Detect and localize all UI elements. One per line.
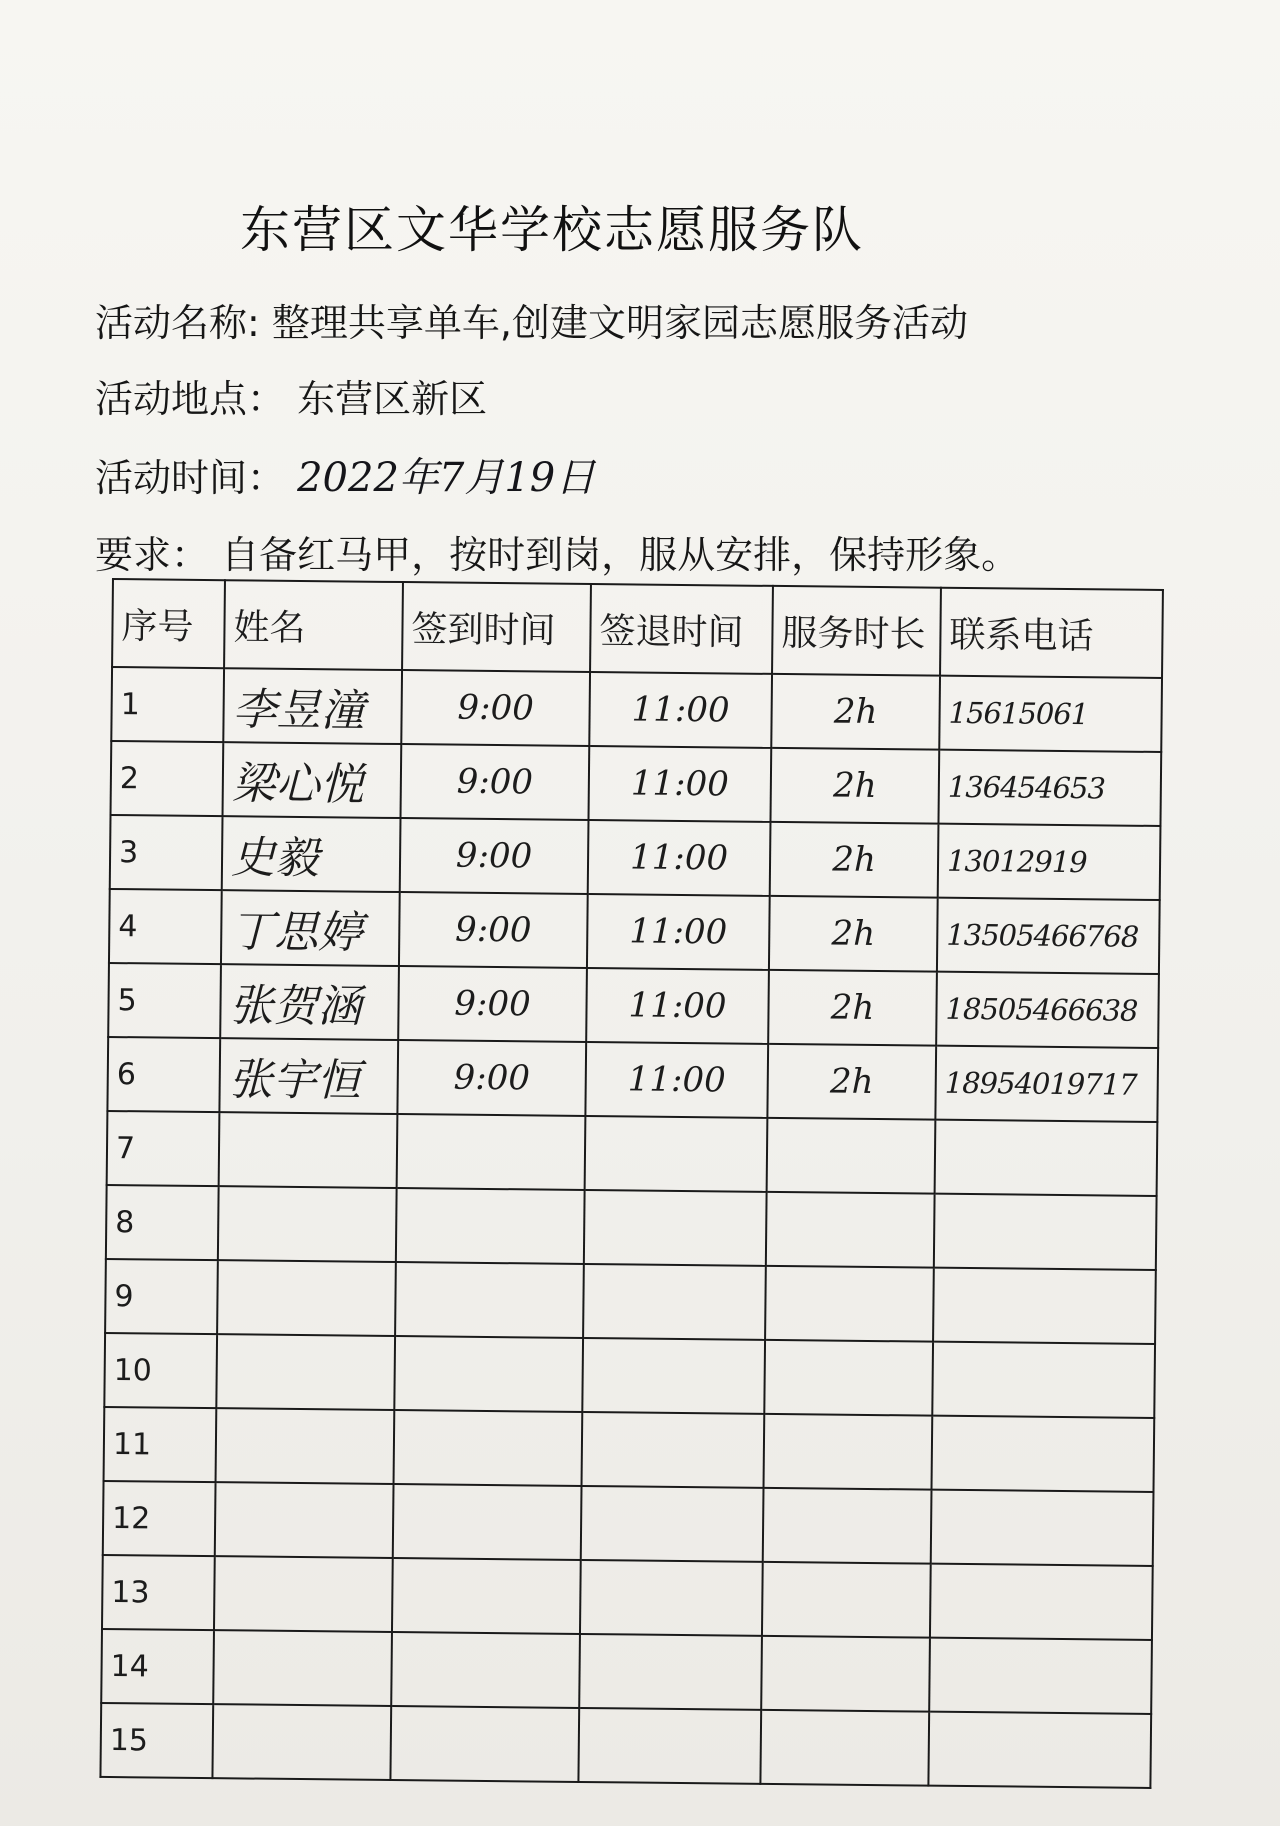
row-signout-time — [585, 1116, 768, 1192]
table-row — [100, 1703, 1151, 1788]
row-name — [216, 1334, 395, 1410]
row-seq: 6 — [107, 1037, 220, 1112]
row-signin-time — [395, 1262, 584, 1338]
table-row — [110, 815, 1161, 900]
row-phone: 13505466768 — [937, 898, 1160, 974]
row-duration — [764, 1414, 933, 1490]
row-name: 史毅 — [222, 816, 401, 892]
row-signin-time: 9:00 — [401, 670, 590, 746]
row-name — [219, 1112, 398, 1188]
table-row — [109, 889, 1160, 974]
activity-time-label: 活动时间： — [95, 456, 286, 500]
row-signout-time — [583, 1264, 766, 1340]
row-seq: 1 — [111, 667, 224, 742]
table-row — [106, 1185, 1157, 1270]
row-name — [213, 1630, 392, 1706]
requirements-label: 要求： — [95, 533, 210, 577]
row-seq: 8 — [106, 1185, 219, 1260]
header-signout-time: 签退时间 — [590, 584, 773, 674]
activity-time-line — [95, 446, 595, 503]
row-duration: 2h — [771, 674, 940, 750]
document-title: 东营区文华学校志愿服务队 — [240, 201, 864, 259]
row-signin-time — [392, 1558, 581, 1634]
row-name: 张贺涵 — [220, 964, 399, 1040]
activity-location-label: 活动地点： — [95, 377, 286, 421]
row-duration: 2h — [770, 822, 939, 898]
header-service-duration: 服务时长 — [772, 586, 941, 676]
row-name: 梁心悦 — [223, 742, 402, 818]
row-phone — [932, 1342, 1155, 1418]
header-name: 姓名 — [224, 580, 403, 670]
row-phone: 15615061 — [939, 676, 1162, 752]
table-row — [104, 1407, 1155, 1492]
row-duration — [767, 1118, 936, 1194]
row-phone — [930, 1564, 1153, 1640]
header-signin-time: 签到时间 — [402, 582, 591, 672]
row-duration — [763, 1488, 932, 1564]
row-seq: 14 — [101, 1629, 214, 1704]
table-row — [104, 1333, 1155, 1418]
row-phone — [928, 1712, 1151, 1788]
activity-name-line — [95, 292, 968, 347]
activity-location-value: 东营区新区 — [297, 377, 488, 421]
row-seq: 5 — [108, 963, 221, 1038]
table-row — [102, 1555, 1153, 1640]
row-signin-time — [391, 1632, 580, 1708]
row-duration — [766, 1192, 935, 1268]
row-signout-time: 11:00 — [586, 968, 769, 1044]
row-phone — [933, 1268, 1156, 1344]
table-row — [103, 1481, 1154, 1566]
row-phone — [934, 1194, 1157, 1270]
row-seq: 4 — [109, 889, 222, 964]
table-row — [108, 963, 1159, 1048]
activity-name-label: 活动名称: — [95, 301, 260, 345]
row-seq: 9 — [105, 1259, 218, 1334]
row-signin-time — [394, 1410, 583, 1486]
table-row — [107, 1037, 1158, 1122]
row-phone: 18954019717 — [935, 1046, 1158, 1122]
row-seq: 15 — [100, 1703, 213, 1778]
row-signin-time: 9:00 — [398, 966, 587, 1042]
row-signin-time: 9:00 — [400, 818, 589, 894]
table-body — [100, 667, 1162, 1788]
table-row — [101, 1629, 1152, 1714]
row-duration — [761, 1636, 930, 1712]
row-signout-time — [581, 1486, 764, 1562]
row-duration — [760, 1710, 929, 1786]
row-seq: 13 — [102, 1555, 215, 1630]
header-phone: 联系电话 — [940, 588, 1163, 678]
row-signout-time — [580, 1560, 763, 1636]
row-name — [217, 1260, 396, 1336]
row-duration: 2h — [769, 896, 938, 972]
row-signout-time: 11:00 — [588, 820, 771, 896]
row-duration: 2h — [770, 748, 939, 824]
row-duration — [762, 1562, 931, 1638]
row-signin-time — [396, 1188, 585, 1264]
row-signout-time: 11:00 — [587, 894, 770, 970]
table-row — [111, 741, 1162, 826]
row-duration: 2h — [767, 1044, 936, 1120]
activity-time-value: 2022年7月19日 — [297, 455, 596, 501]
row-phone: 136454653 — [938, 750, 1161, 826]
row-duration — [765, 1266, 934, 1342]
row-name: 丁思婷 — [221, 890, 400, 966]
row-name — [216, 1408, 395, 1484]
row-phone: 18505466638 — [936, 972, 1159, 1048]
row-phone — [929, 1638, 1152, 1714]
row-name — [215, 1482, 394, 1558]
row-signout-time — [582, 1412, 765, 1488]
row-phone — [931, 1416, 1154, 1492]
row-name — [214, 1556, 393, 1632]
row-signin-time — [394, 1336, 583, 1412]
row-signin-time: 9:00 — [401, 744, 590, 820]
row-seq: 3 — [110, 815, 223, 890]
table-row — [107, 1111, 1158, 1196]
header-seq: 序号 — [112, 579, 225, 668]
table-header-row — [112, 579, 1163, 678]
activity-name-value: 整理共享单车,创建文明家园志愿服务活动 — [271, 301, 968, 345]
row-name: 李昱潼 — [223, 668, 402, 744]
requirements-value: 自备红马甲，按时到岗，服从安排，保持形象。 — [221, 533, 1020, 577]
row-name: 张宇恒 — [219, 1038, 398, 1114]
table-row — [111, 667, 1162, 752]
row-signin-time: 9:00 — [397, 1040, 586, 1116]
row-phone — [931, 1490, 1154, 1566]
row-seq: 10 — [104, 1333, 217, 1408]
row-signout-time — [579, 1634, 762, 1710]
volunteer-roster-table — [99, 578, 1164, 1789]
row-signout-time — [582, 1338, 765, 1414]
row-duration: 2h — [768, 970, 937, 1046]
row-signin-time: 9:00 — [399, 892, 588, 968]
row-seq: 7 — [107, 1111, 220, 1186]
row-phone — [935, 1120, 1158, 1196]
row-signout-time: 11:00 — [588, 746, 771, 822]
requirements-line — [95, 524, 1019, 579]
row-signout-time — [578, 1708, 761, 1784]
row-seq: 2 — [111, 741, 224, 816]
row-signin-time — [393, 1484, 582, 1560]
table-row — [105, 1259, 1156, 1344]
row-signin-time — [397, 1114, 586, 1190]
row-signout-time: 11:00 — [589, 672, 772, 748]
row-signin-time — [390, 1706, 579, 1782]
row-signout-time — [584, 1190, 767, 1266]
row-phone: 13012919 — [938, 824, 1161, 900]
row-seq: 11 — [104, 1407, 217, 1482]
activity-location-line — [95, 368, 487, 423]
row-name — [212, 1704, 391, 1780]
row-duration — [764, 1340, 933, 1416]
row-name — [218, 1186, 397, 1262]
row-seq: 12 — [103, 1481, 216, 1556]
row-signout-time: 11:00 — [585, 1042, 768, 1118]
